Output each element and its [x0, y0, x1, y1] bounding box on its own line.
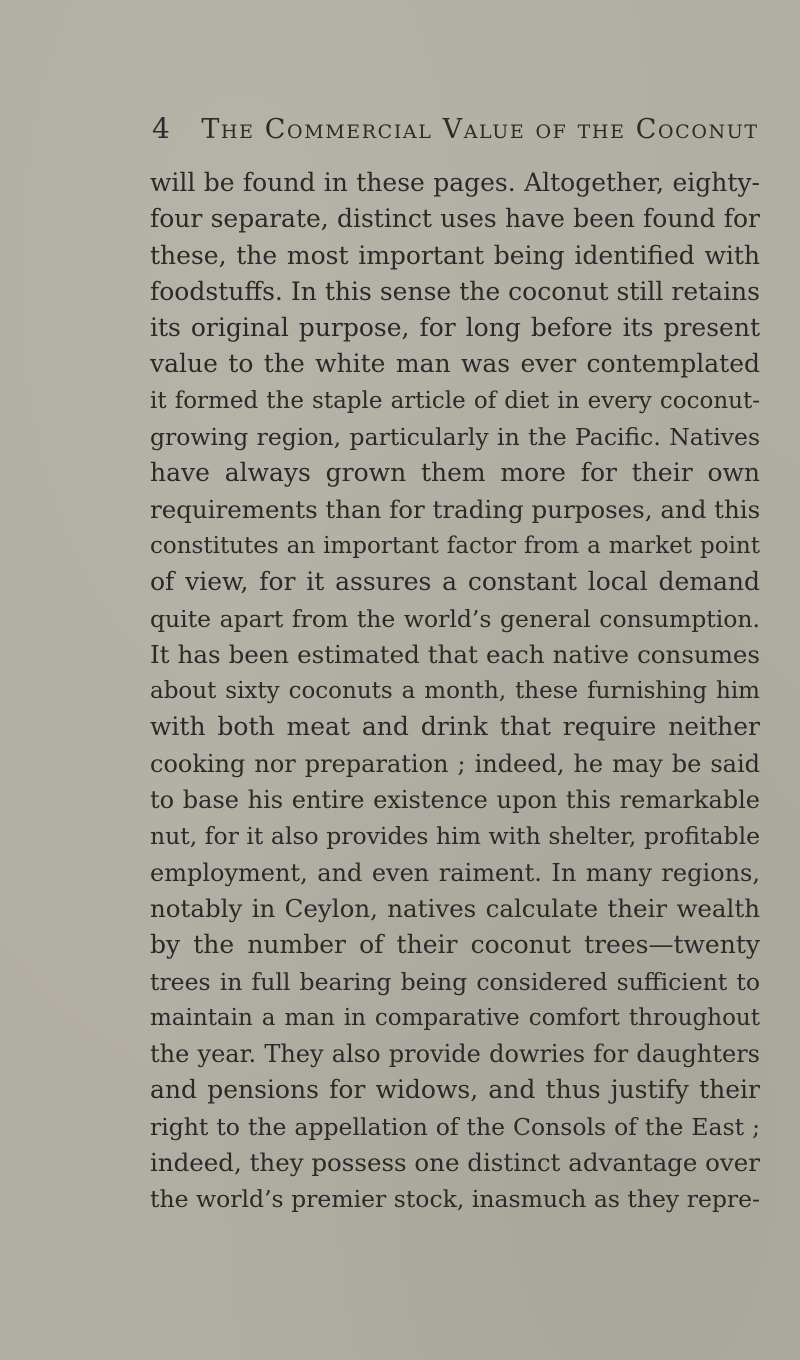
body-text	[150, 165, 760, 1218]
running-head	[152, 112, 759, 152]
running-title: The Commercial Value of the Coconut	[201, 114, 759, 145]
text-line: right to the appellation of the Consols of the East ;	[150, 1112, 760, 1141]
text-line: the year. They also provide dowries for daughters	[150, 1040, 760, 1069]
text-line: quite apart from the world’s general consumption.	[150, 604, 760, 633]
page-number: 4	[152, 112, 172, 145]
text-line: It has been estimated that each native consumes	[150, 639, 760, 669]
text-line: have always grown them more for their own	[150, 458, 760, 488]
text-line: to base his entire existence upon this remarkable	[150, 786, 760, 815]
text-line: four separate, distinct uses have been found for	[150, 204, 760, 234]
text-line: cooking nor preparation ; indeed, he may be said	[150, 749, 760, 778]
text-line: foodstuffs. In this sense the coconut still retains	[150, 276, 760, 306]
text-line: requirements than for trading purposes, and this	[150, 494, 761, 524]
text-line: value to the white man was ever contemplated	[150, 349, 760, 379]
text-line: these, the most important being identified with	[150, 240, 760, 270]
text-line: employment, and even raiment. In many regions,	[150, 858, 760, 887]
text-line: indeed, they possess one distinct advantage over	[150, 1148, 760, 1178]
text-line: the world’s premier stock, inasmuch as they repre-	[150, 1185, 760, 1214]
text-line: growing region, particularly in the Pacific. Natives	[150, 423, 760, 452]
text-line: will be found in these pages. Altogether, eighty-	[150, 168, 760, 197]
text-line: it formed the staple article of diet in every coconut-	[150, 387, 760, 414]
text-line: constitutes an important factor from a market point	[150, 532, 760, 559]
text-line: of view, for it assures a constant local demand	[150, 567, 760, 597]
text-line: trees in full bearing being considered sufficient to	[150, 967, 760, 996]
text-line: nut, for it also provides him with shelter, profitable	[150, 822, 760, 851]
text-line: its original purpose, for long before its present	[150, 313, 760, 343]
text-line: maintain a man in comparative comfort throughout	[150, 1004, 760, 1031]
text-line: and pensions for widows, and thus justify their	[150, 1075, 760, 1105]
text-line: by the number of their coconut trees—twenty	[150, 930, 760, 960]
text-line: with both meat and drink that require neither	[150, 712, 760, 742]
text-line: about sixty coconuts a month, these furnishing him	[150, 678, 760, 705]
text-line: notably in Ceylon, natives calculate their wealth	[150, 893, 760, 923]
